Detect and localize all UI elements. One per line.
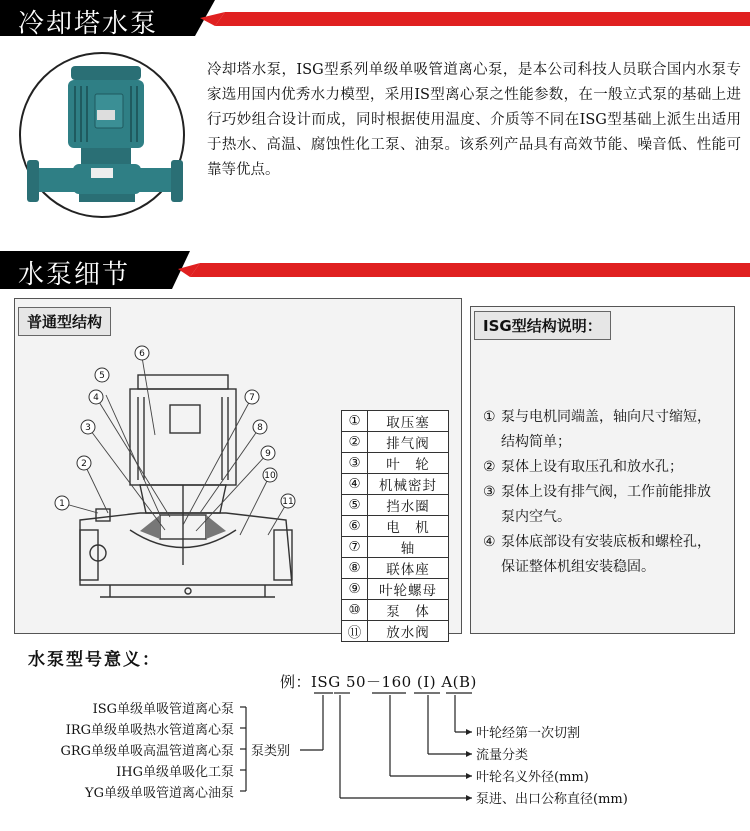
meaning-item: 流量分类 <box>476 748 529 763</box>
parts-table <box>341 410 449 642</box>
part-name: 联体座 <box>368 558 449 579</box>
type-item: GRG单级单吸高温管道离心泵 <box>60 744 234 759</box>
top-banner <box>0 0 750 40</box>
parts-row <box>342 537 449 558</box>
part-number: ③ <box>342 453 368 474</box>
explanation-item <box>483 455 723 480</box>
parts-row <box>342 432 449 453</box>
type-item: IHG单级单吸化工泵 <box>116 765 234 780</box>
parts-row <box>342 579 449 600</box>
meaning-item: 叶轮名义外径(mm) <box>476 770 589 785</box>
callout-11: 11 <box>282 497 294 507</box>
part-number: ⑩ <box>342 600 368 621</box>
part-name: 放水阀 <box>368 621 449 642</box>
parts-row <box>342 495 449 516</box>
part-number: ② <box>342 432 368 453</box>
part-number: ④ <box>342 474 368 495</box>
banner-title: 冷却塔水泵 <box>18 9 159 39</box>
part-name: 轴 <box>368 537 449 558</box>
callout-1: 1 <box>59 499 65 509</box>
part-name: 挡水圈 <box>368 495 449 516</box>
explanation-text: 泵与电机同端盖，轴向尺寸缩短，结构简单； <box>501 409 711 450</box>
explanation-text: 泵体上设有排气阀，工作前能排放泵内空气。 <box>501 484 711 525</box>
explanation-mark: ④ <box>483 534 496 550</box>
part-name: 电 机 <box>368 516 449 537</box>
explanation-item <box>483 480 723 530</box>
pump-photo <box>13 50 191 220</box>
explanation-mark: ① <box>483 409 496 425</box>
meaning-item: 泵进、出口公称直径(mm) <box>476 792 628 807</box>
model-example: 例：ISG 50－160 (I) A(B) <box>280 673 477 691</box>
callout-5: 5 <box>99 371 105 381</box>
parts-row <box>342 474 449 495</box>
type-item: YG单级单吸管道离心油泵 <box>85 786 234 801</box>
structure-label: 普通型结构 <box>18 307 111 336</box>
parts-row <box>342 621 449 642</box>
explanation-mark: ② <box>483 459 496 475</box>
callout-7: 7 <box>249 393 255 403</box>
parts-row <box>342 453 449 474</box>
meaning-item: 叶轮经第一次切割 <box>476 726 581 741</box>
part-number: ① <box>342 411 368 432</box>
parts-row <box>342 411 449 432</box>
explanation-item <box>483 405 723 455</box>
explanation-list <box>483 405 723 580</box>
type-label: 泵类别 <box>251 744 291 759</box>
part-name: 排气阀 <box>368 432 449 453</box>
callout-9: 9 <box>265 449 271 459</box>
callout-4: 4 <box>93 393 99 403</box>
banner-title: 水泵细节 <box>18 260 131 290</box>
intro-text: 冷却塔水泵，ISG型系列单级单吸管道离心泵，是本公司科技人员联合国内水泵专家选用国内优秀水力模型，采用IS型离心泵之性能参数，在一般立式泵的基础上进行巧妙组合设计而成，同时根据使用温度、介质等不同在ISG型基础上派生出适用于热水、高温、腐蚀性化工泵、油泵。该系列产品具有高效节能、噪音低、性能可靠等优点。 <box>207 62 741 178</box>
part-number: ⑤ <box>342 495 368 516</box>
parts-row <box>342 516 449 537</box>
part-number: ⑨ <box>342 579 368 600</box>
model-title: 水泵型号意义： <box>28 650 161 670</box>
details-banner <box>0 251 750 291</box>
part-name: 叶 轮 <box>368 453 449 474</box>
explanation-mark: ③ <box>483 484 496 500</box>
part-name: 叶轮螺母 <box>368 579 449 600</box>
part-number: ⑦ <box>342 537 368 558</box>
part-name: 泵 体 <box>368 600 449 621</box>
callout-6: 6 <box>139 349 145 359</box>
part-number: ⑪ <box>342 621 368 642</box>
callout-3: 3 <box>85 423 91 433</box>
type-item: IRG单级单吸热水管道离心泵 <box>65 723 234 738</box>
explanation-text: 泵体上设有取压孔和放水孔； <box>501 459 683 475</box>
pump-section-drawing <box>20 335 340 630</box>
model-connector-lines <box>0 690 750 810</box>
explanation-label: ISG型结构说明： <box>474 311 611 340</box>
part-number: ⑥ <box>342 516 368 537</box>
callout-2: 2 <box>81 459 87 469</box>
part-name: 机械密封 <box>368 474 449 495</box>
type-item: ISG单级单吸管道离心泵 <box>92 702 234 717</box>
part-number: ⑧ <box>342 558 368 579</box>
explanation-text: 泵体底部设有安装底板和螺栓孔，保证整体机组安装稳固。 <box>501 534 711 575</box>
callout-8: 8 <box>257 423 263 433</box>
parts-row <box>342 600 449 621</box>
part-name: 取压塞 <box>368 411 449 432</box>
callout-10: 10 <box>264 471 276 481</box>
parts-row <box>342 558 449 579</box>
explanation-item <box>483 530 723 580</box>
